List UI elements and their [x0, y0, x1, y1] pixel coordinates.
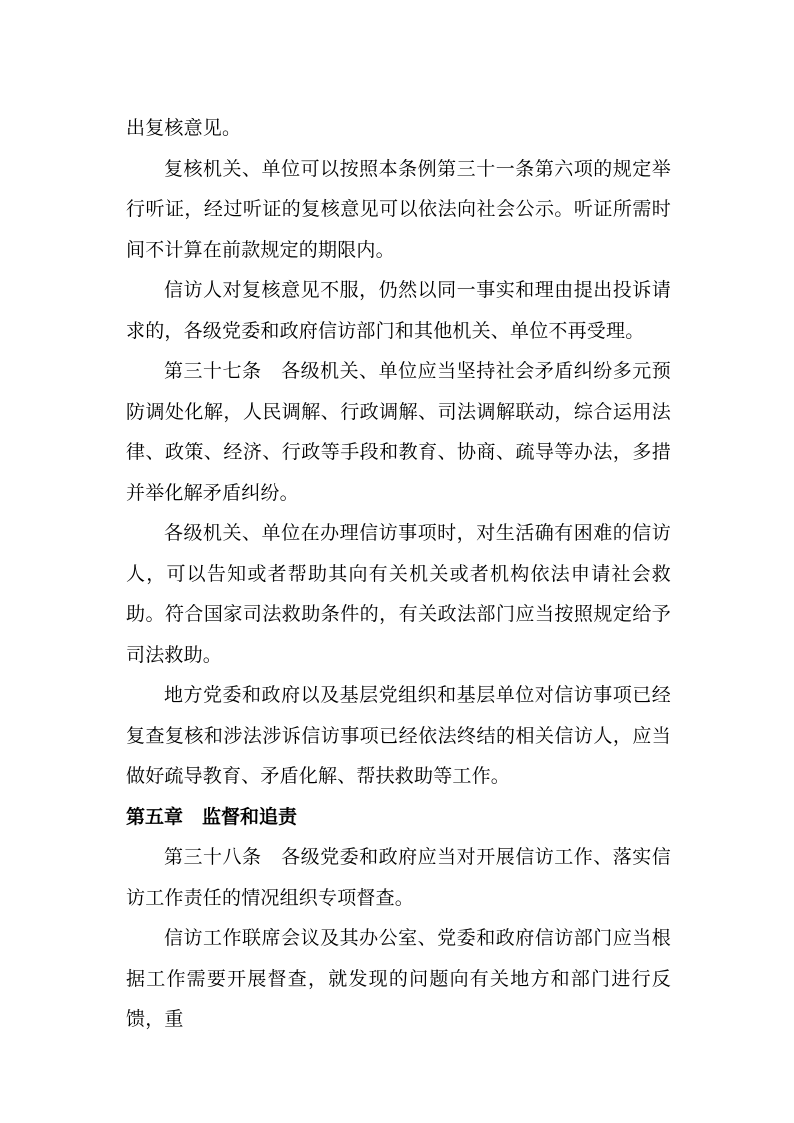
paragraph-joint-meeting-supervision: 信访工作联席会议及其办公室、党委和政府信访部门应当根据工作需要开展督查，就发现的问题向有关地方和部门进行反馈，重 [126, 927, 671, 1030]
paragraph-continuation: 出复核意见。 [126, 117, 242, 139]
paragraph-review-hearing: 复核机关、单位可以按照本条例第三十一条第六项的规定举行听证，经过听证的复核意见可以依法向社会公示。听证所需时间不计算在前款规定的期限内。 [126, 157, 671, 261]
document-body [126, 108, 671, 1040]
paragraph-article-37: 第三十七条 各级机关、单位应当坚持社会矛盾纠纷多元预防调处化解，人民调解、行政调解、司法调解联动，综合运用法律、政策、经济、行政等手段和教育、协商、疏导等办法，多措并举化解矛盾纠纷。 [126, 360, 671, 504]
chapter-heading: 第五章 监督和追责 [126, 805, 298, 828]
paragraph-local-party-duties: 地方党委和政府以及基层党组织和基层单位对信访事项已经复查复核和涉法涉诉信访事项已经依法终结的相关信访人，应当做好疏导教育、矛盾化解、帮扶救助等工作。 [126, 684, 671, 787]
paragraph-article-38: 第三十八条 各级党委和政府应当对开展信访工作、落实信访工作责任的情况组织专项督查。 [126, 846, 671, 909]
paragraph-review-objection: 信访人对复核意见不服，仍然以同一事实和理由提出投诉请求的，各级党委和政府信访部门和其他机关、单位不再受理。 [126, 279, 671, 342]
paragraph-social-assistance: 各级机关、单位在办理信访事项时，对生活确有困难的信访人，可以告知或者帮助其向有关机关或者机构依法申请社会救助。符合国家司法救助条件的，有关政法部门应当按照规定给予司法救助。 [126, 522, 671, 666]
